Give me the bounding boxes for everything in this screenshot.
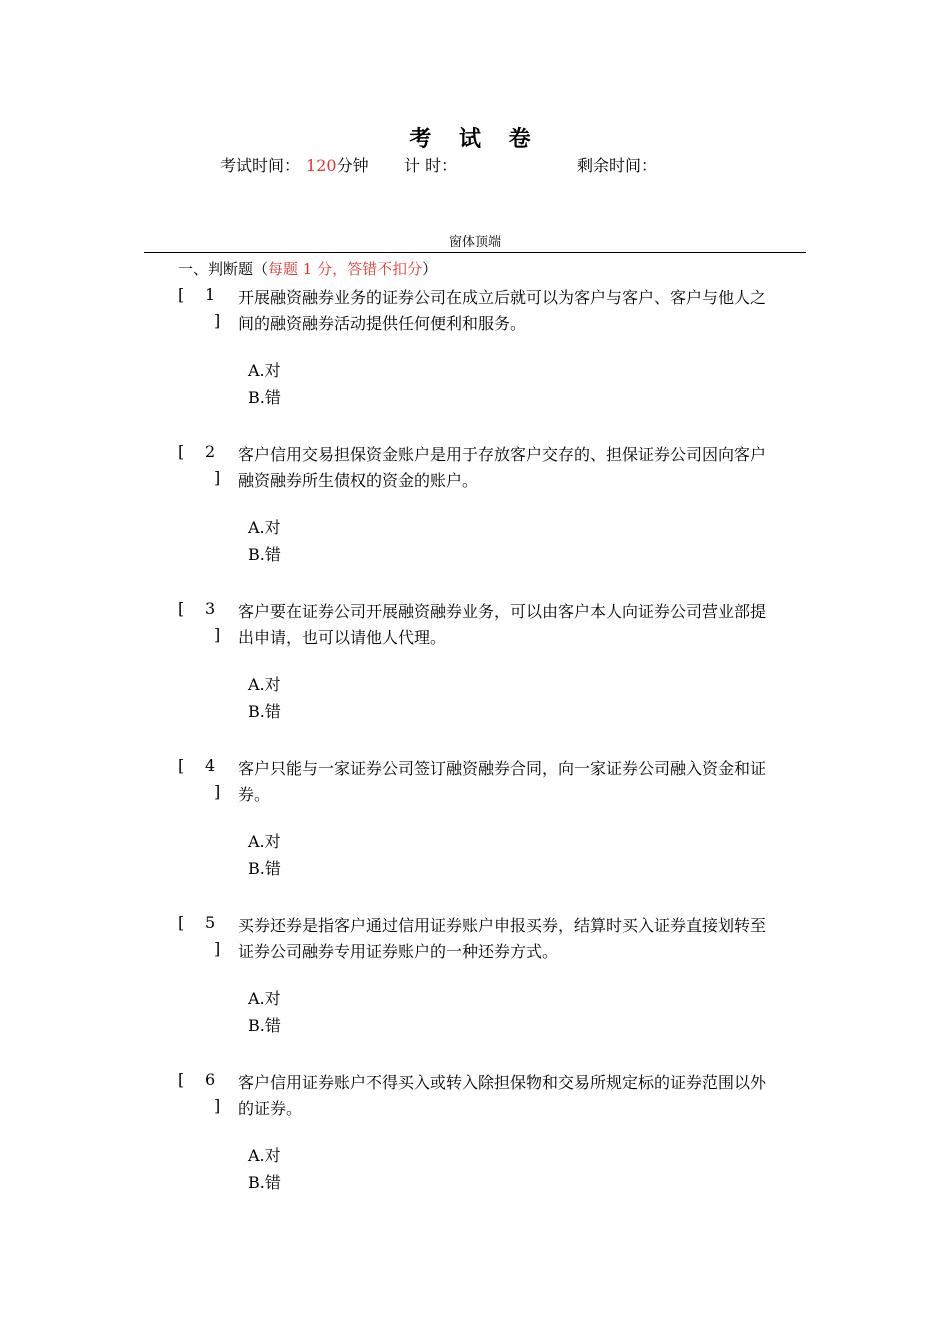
question-text: 客户只能与一家证券公司签订融资融券合同，向一家证券公司融入资金和证券。 bbox=[238, 759, 767, 804]
question-text: 开展融资融券业务的证券公司在成立后就可以为客户与客户、客户与他人之间的融资融券活动提供任何便利和服务。 bbox=[238, 288, 767, 333]
answer-bracket-open: [ bbox=[178, 756, 185, 775]
question-text: 客户信用证券账户不得买入或转入除担保物和交易所规定标的证券范围以外的证券。 bbox=[238, 1073, 767, 1118]
question-number: 4 bbox=[205, 756, 216, 775]
answer-bracket-open: [ bbox=[178, 1070, 185, 1089]
question-number: 2 bbox=[205, 442, 216, 461]
option-a[interactable]: A.对 bbox=[248, 518, 281, 537]
option-b[interactable]: B.错 bbox=[248, 545, 281, 564]
answer-bracket-open: [ bbox=[178, 913, 185, 932]
page-title: 考 试 卷 bbox=[409, 126, 541, 152]
option-a[interactable]: A.对 bbox=[248, 675, 281, 694]
option-a[interactable]: A.对 bbox=[248, 1146, 281, 1165]
question-text: 客户信用交易担保资金账户是用于存放客户交存的、担保证券公司因向客户融资融券所生债权的资金的账户。 bbox=[238, 445, 767, 490]
timer-label: 计 时： bbox=[404, 156, 458, 175]
exam-time bbox=[220, 153, 369, 176]
form-top-marker: 窗体顶端 bbox=[448, 235, 501, 250]
answer-bracket-open: [ bbox=[178, 442, 185, 461]
answer-bracket-close: ] bbox=[214, 468, 221, 487]
answer-bracket-close: ] bbox=[214, 782, 221, 801]
section-prefix: 一、判断题（ bbox=[178, 260, 269, 278]
option-b[interactable]: B.错 bbox=[248, 1173, 281, 1192]
option-b[interactable]: B.错 bbox=[248, 1016, 281, 1035]
question-4 bbox=[178, 729, 778, 878]
exam-time-unit: 分钟 bbox=[336, 156, 369, 175]
option-b[interactable]: B.错 bbox=[248, 388, 281, 407]
question-number: 1 bbox=[205, 285, 216, 304]
exam-time-value: 120 bbox=[306, 156, 337, 175]
question-6 bbox=[178, 1043, 778, 1192]
question-number: 3 bbox=[205, 599, 216, 618]
answer-bracket-close: ] bbox=[214, 311, 221, 330]
question-text: 客户要在证券公司开展融资融券业务，可以由客户本人向证券公司营业部提出申请，也可以请他人代理。 bbox=[238, 602, 767, 647]
answer-bracket-open: [ bbox=[178, 599, 185, 618]
divider bbox=[144, 252, 806, 253]
question-5 bbox=[178, 886, 778, 1035]
option-a[interactable]: A.对 bbox=[248, 989, 281, 1008]
answer-bracket-close: ] bbox=[214, 1096, 221, 1115]
answer-bracket-open: [ bbox=[178, 285, 185, 304]
question-number: 6 bbox=[205, 1070, 216, 1089]
section-suffix: ） bbox=[422, 260, 438, 278]
answer-bracket-close: ] bbox=[214, 939, 221, 958]
question-1 bbox=[178, 258, 778, 407]
option-a[interactable]: A.对 bbox=[248, 361, 281, 380]
option-b[interactable]: B.错 bbox=[248, 859, 281, 878]
question-2 bbox=[178, 415, 778, 564]
section-note: 每题 1 分，答错不扣分 bbox=[268, 260, 423, 278]
exam-time-label: 考试时间： bbox=[220, 156, 301, 175]
answer-bracket-close: ] bbox=[214, 625, 221, 644]
question-text: 买券还券是指客户通过信用证券账户申报买券，结算时买入证券直接划转至证券公司融券专用证券账户的一种还券方式。 bbox=[238, 916, 767, 961]
remaining-time-label: 剩余时间： bbox=[577, 156, 658, 175]
question-3 bbox=[178, 572, 778, 721]
option-b[interactable]: B.错 bbox=[248, 702, 281, 721]
option-a[interactable]: A.对 bbox=[248, 832, 281, 851]
question-number: 5 bbox=[205, 913, 216, 932]
